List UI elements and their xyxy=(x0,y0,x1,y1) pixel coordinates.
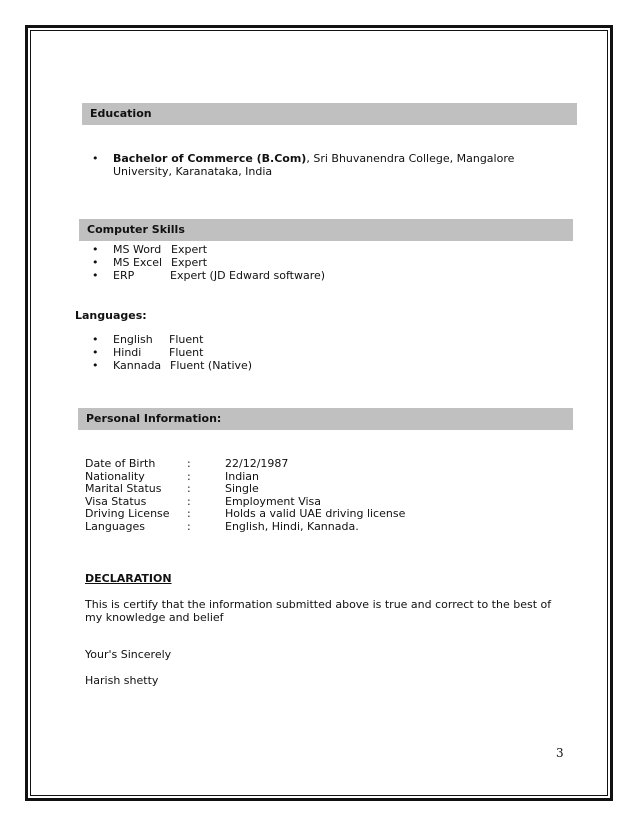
languages-heading: Languages: xyxy=(75,309,147,322)
list-item xyxy=(92,346,252,359)
personal-separator: : xyxy=(187,507,191,521)
skill-name: MS Word xyxy=(113,243,162,256)
personal-label: Driving License xyxy=(85,507,170,521)
bullet-icon: • xyxy=(92,346,99,359)
computer-skills-heading: Computer Skills xyxy=(79,219,573,241)
personal-separator: : xyxy=(187,519,191,533)
list-item xyxy=(92,333,252,346)
skill-level: Expert xyxy=(171,243,208,256)
personal-values xyxy=(225,458,405,534)
personal-value: Single xyxy=(225,482,259,496)
education-heading: Education xyxy=(82,103,577,125)
bullet-icon: • xyxy=(92,269,99,282)
personal-value: English, Hindi, Kannada. xyxy=(225,519,359,533)
personal-label: Visa Status xyxy=(85,494,147,508)
declaration-text: This is certify that the information submitted above is true and correct to the best of my knowledge and belief xyxy=(85,598,552,624)
personal-value: Indian xyxy=(225,469,259,483)
page-number: 3 xyxy=(556,746,564,760)
bullet-icon: • xyxy=(92,333,99,346)
education-entry xyxy=(113,152,568,178)
education-details: , Sri Bhuvanendra College, Mangalore University, Karanataka, India xyxy=(113,152,515,178)
personal-separator: : xyxy=(187,457,191,470)
closing-text: Your's Sincerely xyxy=(85,648,172,661)
languages-list xyxy=(92,333,253,372)
language-name: Hindi xyxy=(113,346,142,359)
language-level: Fluent (Native) xyxy=(170,359,253,372)
personal-info-heading: Personal Information: xyxy=(78,408,573,430)
personal-separator: : xyxy=(187,469,191,483)
skill-level: Expert xyxy=(171,256,208,269)
bullet-icon: • xyxy=(92,152,99,165)
language-name: Kannada xyxy=(113,359,162,372)
personal-separator: : xyxy=(187,482,191,496)
signature-name: Harish shetty xyxy=(85,674,159,687)
bullet-icon: • xyxy=(92,359,99,372)
personal-label: Marital Status xyxy=(85,482,162,496)
language-level: Fluent xyxy=(169,333,204,346)
personal-value: 22/12/1987 xyxy=(225,457,289,470)
skill-name: MS Excel xyxy=(113,256,163,269)
language-level: Fluent xyxy=(169,346,204,359)
bullet-icon: • xyxy=(92,243,99,256)
personal-separators xyxy=(187,458,191,534)
list-item xyxy=(92,359,253,372)
personal-value: Employment Visa xyxy=(225,494,322,508)
bullet-icon: • xyxy=(92,256,99,269)
language-name: English xyxy=(113,333,153,346)
computer-skills-list xyxy=(92,243,326,282)
personal-separator: : xyxy=(187,494,191,508)
list-item xyxy=(92,243,325,256)
personal-label: Date of Birth xyxy=(85,457,156,470)
personal-labels xyxy=(85,458,170,534)
personal-value: Holds a valid UAE driving license xyxy=(225,507,406,521)
skill-name: ERP xyxy=(113,269,135,282)
list-item xyxy=(92,269,326,282)
education-degree: Bachelor of Commerce (B.Com) xyxy=(113,152,307,165)
personal-label: Nationality xyxy=(85,469,145,483)
list-item xyxy=(92,256,325,269)
declaration-title: DECLARATION xyxy=(85,572,172,585)
skill-level: Expert (JD Edward software) xyxy=(170,269,326,282)
personal-label: Languages xyxy=(85,519,146,533)
